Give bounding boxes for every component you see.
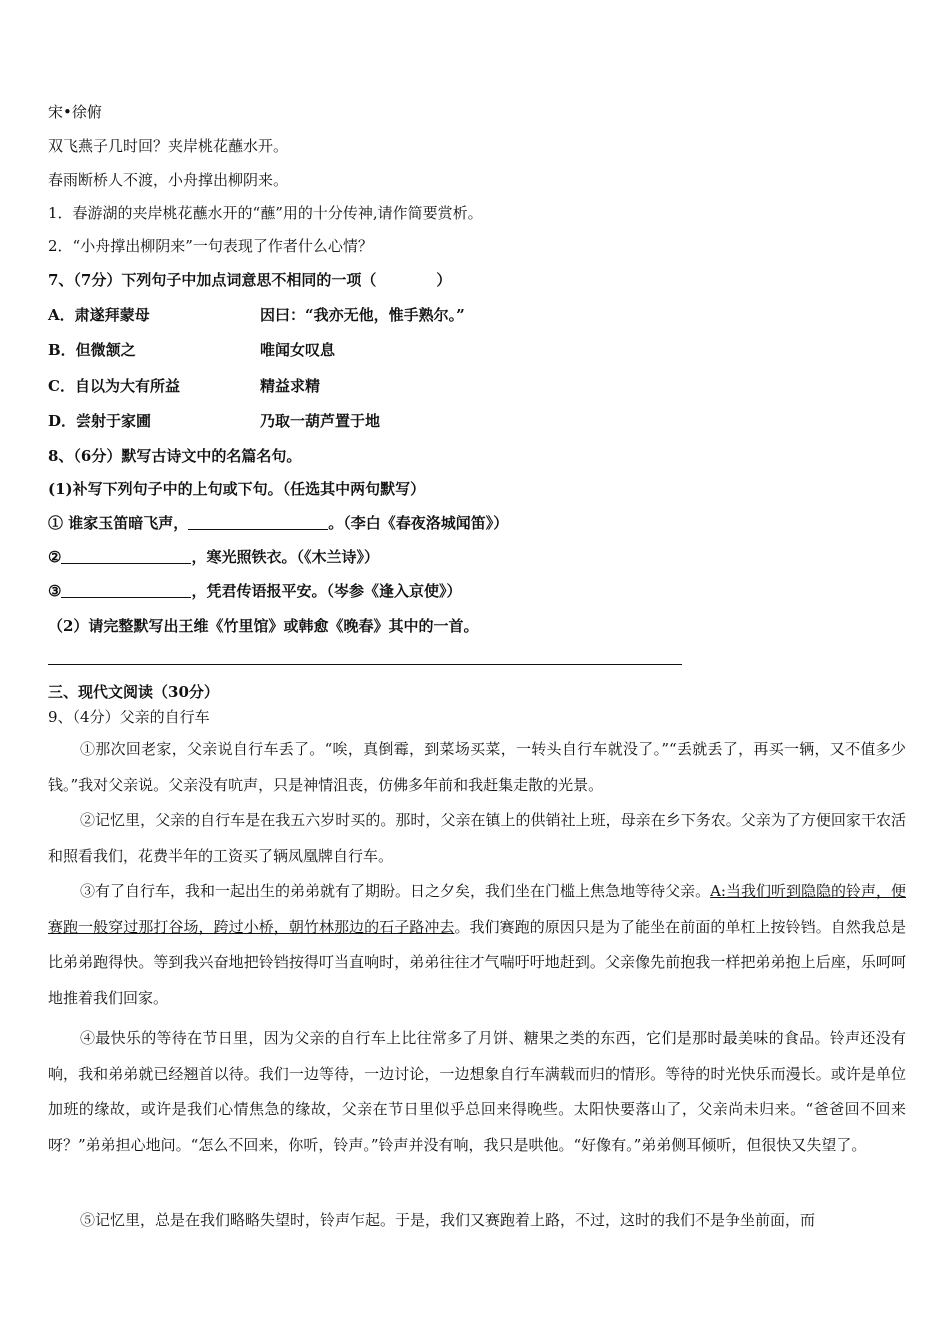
- poem-line-1: 双飞燕子几时回？夹岸桃花蘸水开。: [48, 137, 289, 155]
- poem-question-2: 2．“小舟撑出柳阴来”一句表现了作者什么心情？: [48, 237, 373, 255]
- q7-option-c-right: 精益求精: [260, 377, 321, 395]
- q7-option-d-right: 乃取一葫芦置于地: [260, 412, 381, 430]
- q8-item-3-prefix: ③: [48, 582, 62, 600]
- article-paragraph-2: ②记忆里，父亲的自行车是在我五六岁时买的。那时，父亲在镇上的供销社上班，母亲在乡下务农。父亲为了方便回家干农活和照看我们，花费半年的工资买了辆凤凰牌自行车。: [48, 811, 906, 865]
- q7-option-c-left: C．自以为大有所益: [48, 377, 180, 395]
- answer-line[interactable]: [48, 664, 682, 665]
- poem-line-2: 春雨断桥人不渡，小舟撑出柳阴来。: [48, 171, 289, 189]
- q8-item-1-prefix: ① 谁家玉笛暗飞声，: [48, 514, 189, 532]
- q7-option-d-left: D．尝射于家圃: [48, 412, 152, 430]
- q9-title: 9、（4分）父亲的自行车: [48, 708, 210, 726]
- p3-text-end: 。我们赛跑的原因只是为了能坐在前面的单杠上按铃铛。自然我总是比弟弟跑得快。等到我兴奋地把铃铛按得叮当直响时，弟弟往往才气喘吁吁地赶到。父亲像先前抱我一样把弟弟抱上后座，乐呵呵地推着我们回家。: [48, 917, 906, 1007]
- q7-option-a-left: A．肃遂拜蒙母: [48, 306, 150, 324]
- answer-blank-2[interactable]: [61, 549, 191, 564]
- q8-item-3-suffix: ，凭君传语报平安。（岑参《逢入京使》）: [191, 582, 462, 600]
- q8-item-2-suffix: ，寒光照铁衣。（《木兰诗》）: [191, 548, 379, 566]
- section3-title: 三、现代文阅读（30分）: [48, 683, 219, 701]
- p3-underlined-sentence: A:当我们听到隐隐的铃声，便赛跑一般穿过那打谷场，跨过小桥，朝竹林那边的石子路冲去: [48, 882, 906, 936]
- q7-option-b-right: 唯闻女叹息: [260, 341, 336, 359]
- p3-text-start: ③有了自行车，我和一起出生的弟弟就有了期盼。日之夕矣，我们坐在门槛上焦急地等待父亲。: [80, 882, 711, 900]
- answer-blank-3[interactable]: [61, 583, 191, 598]
- q8-stem: 8、（6分）默写古诗文中的名篇名句。: [48, 447, 302, 465]
- article-paragraph-4: ④最快乐的等待在节日里，因为父亲的自行车上比往常多了月饼、糖果之类的东西，它们是那时最美味的食品。铃声还没有响，我和弟弟就已经翘首以待。我们一边等待，一边讨论，一边想象自行车满载而归的情形。等待的时光快乐而漫长。或许是单位加班的缘故，或许是我们心情焦急的缘故，父亲在节日里似乎总回来得晚些。太阳快要落山了，父亲尚未归来。“爸爸回不回来呀？”弟弟担心地问。“怎么不回来，你听，铃声。”铃声并没有响，我只是哄他。“好像有。”弟弟侧耳倾听，但很快又失望了。: [48, 1029, 906, 1154]
- poem-question-1: 1．春游湖的夹岸桃花蘸水开的“蘸”用的十分传神,请作简要赏析。: [48, 204, 483, 222]
- article-paragraph-5: ⑤记忆里，总是在我们略略失望时，铃声乍起。于是，我们又赛跑着上路，不过，这时的我们不是争坐前面，而: [80, 1211, 816, 1229]
- q8-item-2: [48, 547, 379, 567]
- answer-blank-1[interactable]: [188, 515, 328, 530]
- q8-item-1: [48, 513, 508, 533]
- q8-item-2-prefix: ②: [48, 548, 62, 566]
- q8-sub2: （2）请完整默写出王维《竹里馆》或韩愈《晚春》其中的一首。: [48, 617, 479, 635]
- q7-option-b-left: B．但微颔之: [48, 341, 136, 359]
- poem-author: 宋•徐俯: [48, 103, 102, 121]
- q7-stem: 7、（7分）下列句子中加点词意思不相同的一项（ ）: [48, 271, 452, 289]
- q7-option-a-right: 因曰：“我亦无他，惟手熟尔。”: [260, 306, 465, 324]
- article-paragraph-3: [48, 874, 906, 1016]
- q8-item-3: [48, 581, 461, 601]
- q8-item-1-suffix: 。（李白《春夜洛城闻笛》）: [328, 514, 509, 532]
- article-paragraph-1: ①那次回老家，父亲说自行车丢了。“唉，真倒霉，到菜场买菜，一转头自行车就没了。”“丢就丢了，再买一辆，又不值多少钱。”我对父亲说。父亲没有吭声，只是神情沮丧，仿佛多年前和我赶集走散的光景。: [48, 740, 906, 794]
- q8-sub1: (1)补写下列句子中的上句或下句。（任选其中两句默写）: [48, 480, 426, 498]
